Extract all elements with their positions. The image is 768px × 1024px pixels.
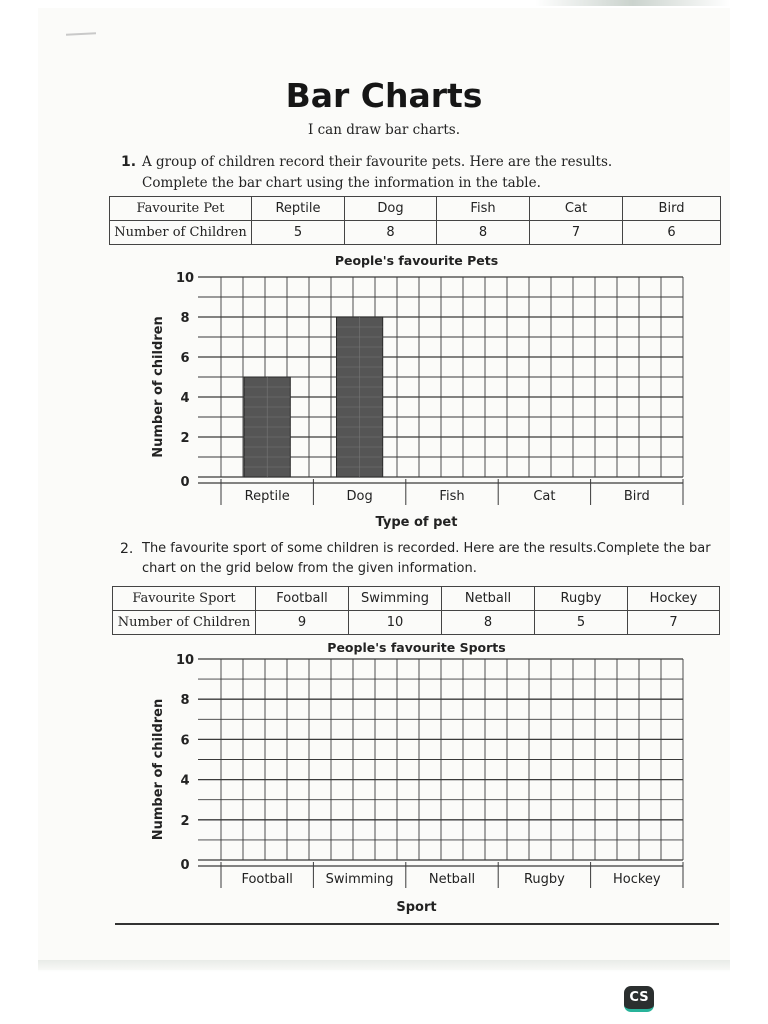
table-cell: 7 — [628, 611, 720, 635]
table-cell: 8 — [442, 611, 535, 635]
table-row-label: Number of Children — [113, 611, 256, 635]
y-tick-label: 6 — [180, 351, 190, 366]
question-1-line-2: Complete the bar chart using the information in the table. — [142, 175, 541, 191]
table-cell: Football — [256, 587, 349, 611]
table-cell: Rugby — [535, 587, 628, 611]
bottom-rule — [115, 923, 719, 925]
x-tick-label: Swimming — [325, 872, 394, 887]
scan-edge-shadow — [38, 960, 730, 972]
x-tick-label: Cat — [533, 489, 556, 504]
y-tick-label: 10 — [175, 653, 195, 668]
y-tick-label: 8 — [180, 693, 190, 709]
question-1-line-1: A group of children record their favourite pets. Here are the results. — [142, 154, 613, 170]
table-row-label: Number of Children — [110, 221, 252, 245]
x-tick-label: Hockey — [612, 872, 661, 887]
y-tick-label: 6 — [180, 733, 190, 749]
table-row-label: Favourite Pet — [110, 197, 252, 221]
learning-objective: I can draw bar charts. — [307, 122, 461, 138]
x-tick-label: Reptile — [244, 489, 290, 504]
x-tick-label: Dog — [346, 489, 373, 504]
table-cell: Netball — [442, 587, 535, 611]
table-cell: 7 — [530, 221, 623, 245]
chart-1 — [198, 277, 683, 505]
y-axis-label: Number of children — [151, 698, 166, 841]
y-tick-label: 2 — [180, 431, 190, 446]
page-title: Bar Charts — [285, 76, 483, 115]
question-2-line-2: chart on the grid below from the given information. — [142, 561, 477, 576]
table-row-label: Favourite Sport — [113, 587, 256, 611]
camscanner-logo: CS — [624, 986, 654, 1012]
y-tick-label: 10 — [175, 271, 195, 286]
table-cell: Swimming — [349, 587, 442, 611]
chart-title: People's favourite Pets — [334, 253, 499, 268]
x-tick-label: Fish — [439, 489, 465, 504]
table-cell: Dog — [345, 197, 437, 221]
question-2-number: 2. — [120, 541, 134, 557]
question-2-line-1: The favourite sport of some children is recorded. Here are the results.Complete the bar — [142, 541, 711, 556]
x-tick-label: Rugby — [523, 872, 565, 887]
table-cell: Reptile — [252, 197, 345, 221]
table-cell: 8 — [345, 221, 437, 245]
x-axis-label: Type of pet — [375, 515, 458, 530]
table-cell: 6 — [623, 221, 721, 245]
chart-2 — [198, 659, 683, 888]
table-cell: Fish — [437, 197, 530, 221]
y-tick-label: 4 — [180, 773, 190, 789]
y-tick-label: 8 — [180, 311, 190, 326]
table-cell: Hockey — [628, 587, 720, 611]
table-cell: 9 — [256, 611, 349, 635]
table-cell: 5 — [535, 611, 628, 635]
table-cell: 5 — [252, 221, 345, 245]
y-tick-label: 0 — [180, 858, 190, 873]
question-1-number: 1. — [121, 154, 137, 170]
table-cell: Cat — [530, 197, 623, 221]
chart-title: People's favourite Sports — [327, 640, 506, 655]
x-tick-label: Bird — [623, 489, 650, 504]
x-axis-label: Sport — [396, 900, 437, 915]
y-tick-label: 4 — [180, 391, 190, 406]
y-tick-label: 2 — [180, 813, 190, 829]
x-tick-label: Football — [241, 872, 293, 887]
table-cell: Bird — [623, 197, 721, 221]
y-tick-label: 0 — [180, 475, 190, 490]
table-cell: 8 — [437, 221, 530, 245]
x-tick-label: Netball — [428, 872, 476, 887]
y-axis-label: Number of children — [151, 316, 166, 458]
table-cell: 10 — [349, 611, 442, 635]
